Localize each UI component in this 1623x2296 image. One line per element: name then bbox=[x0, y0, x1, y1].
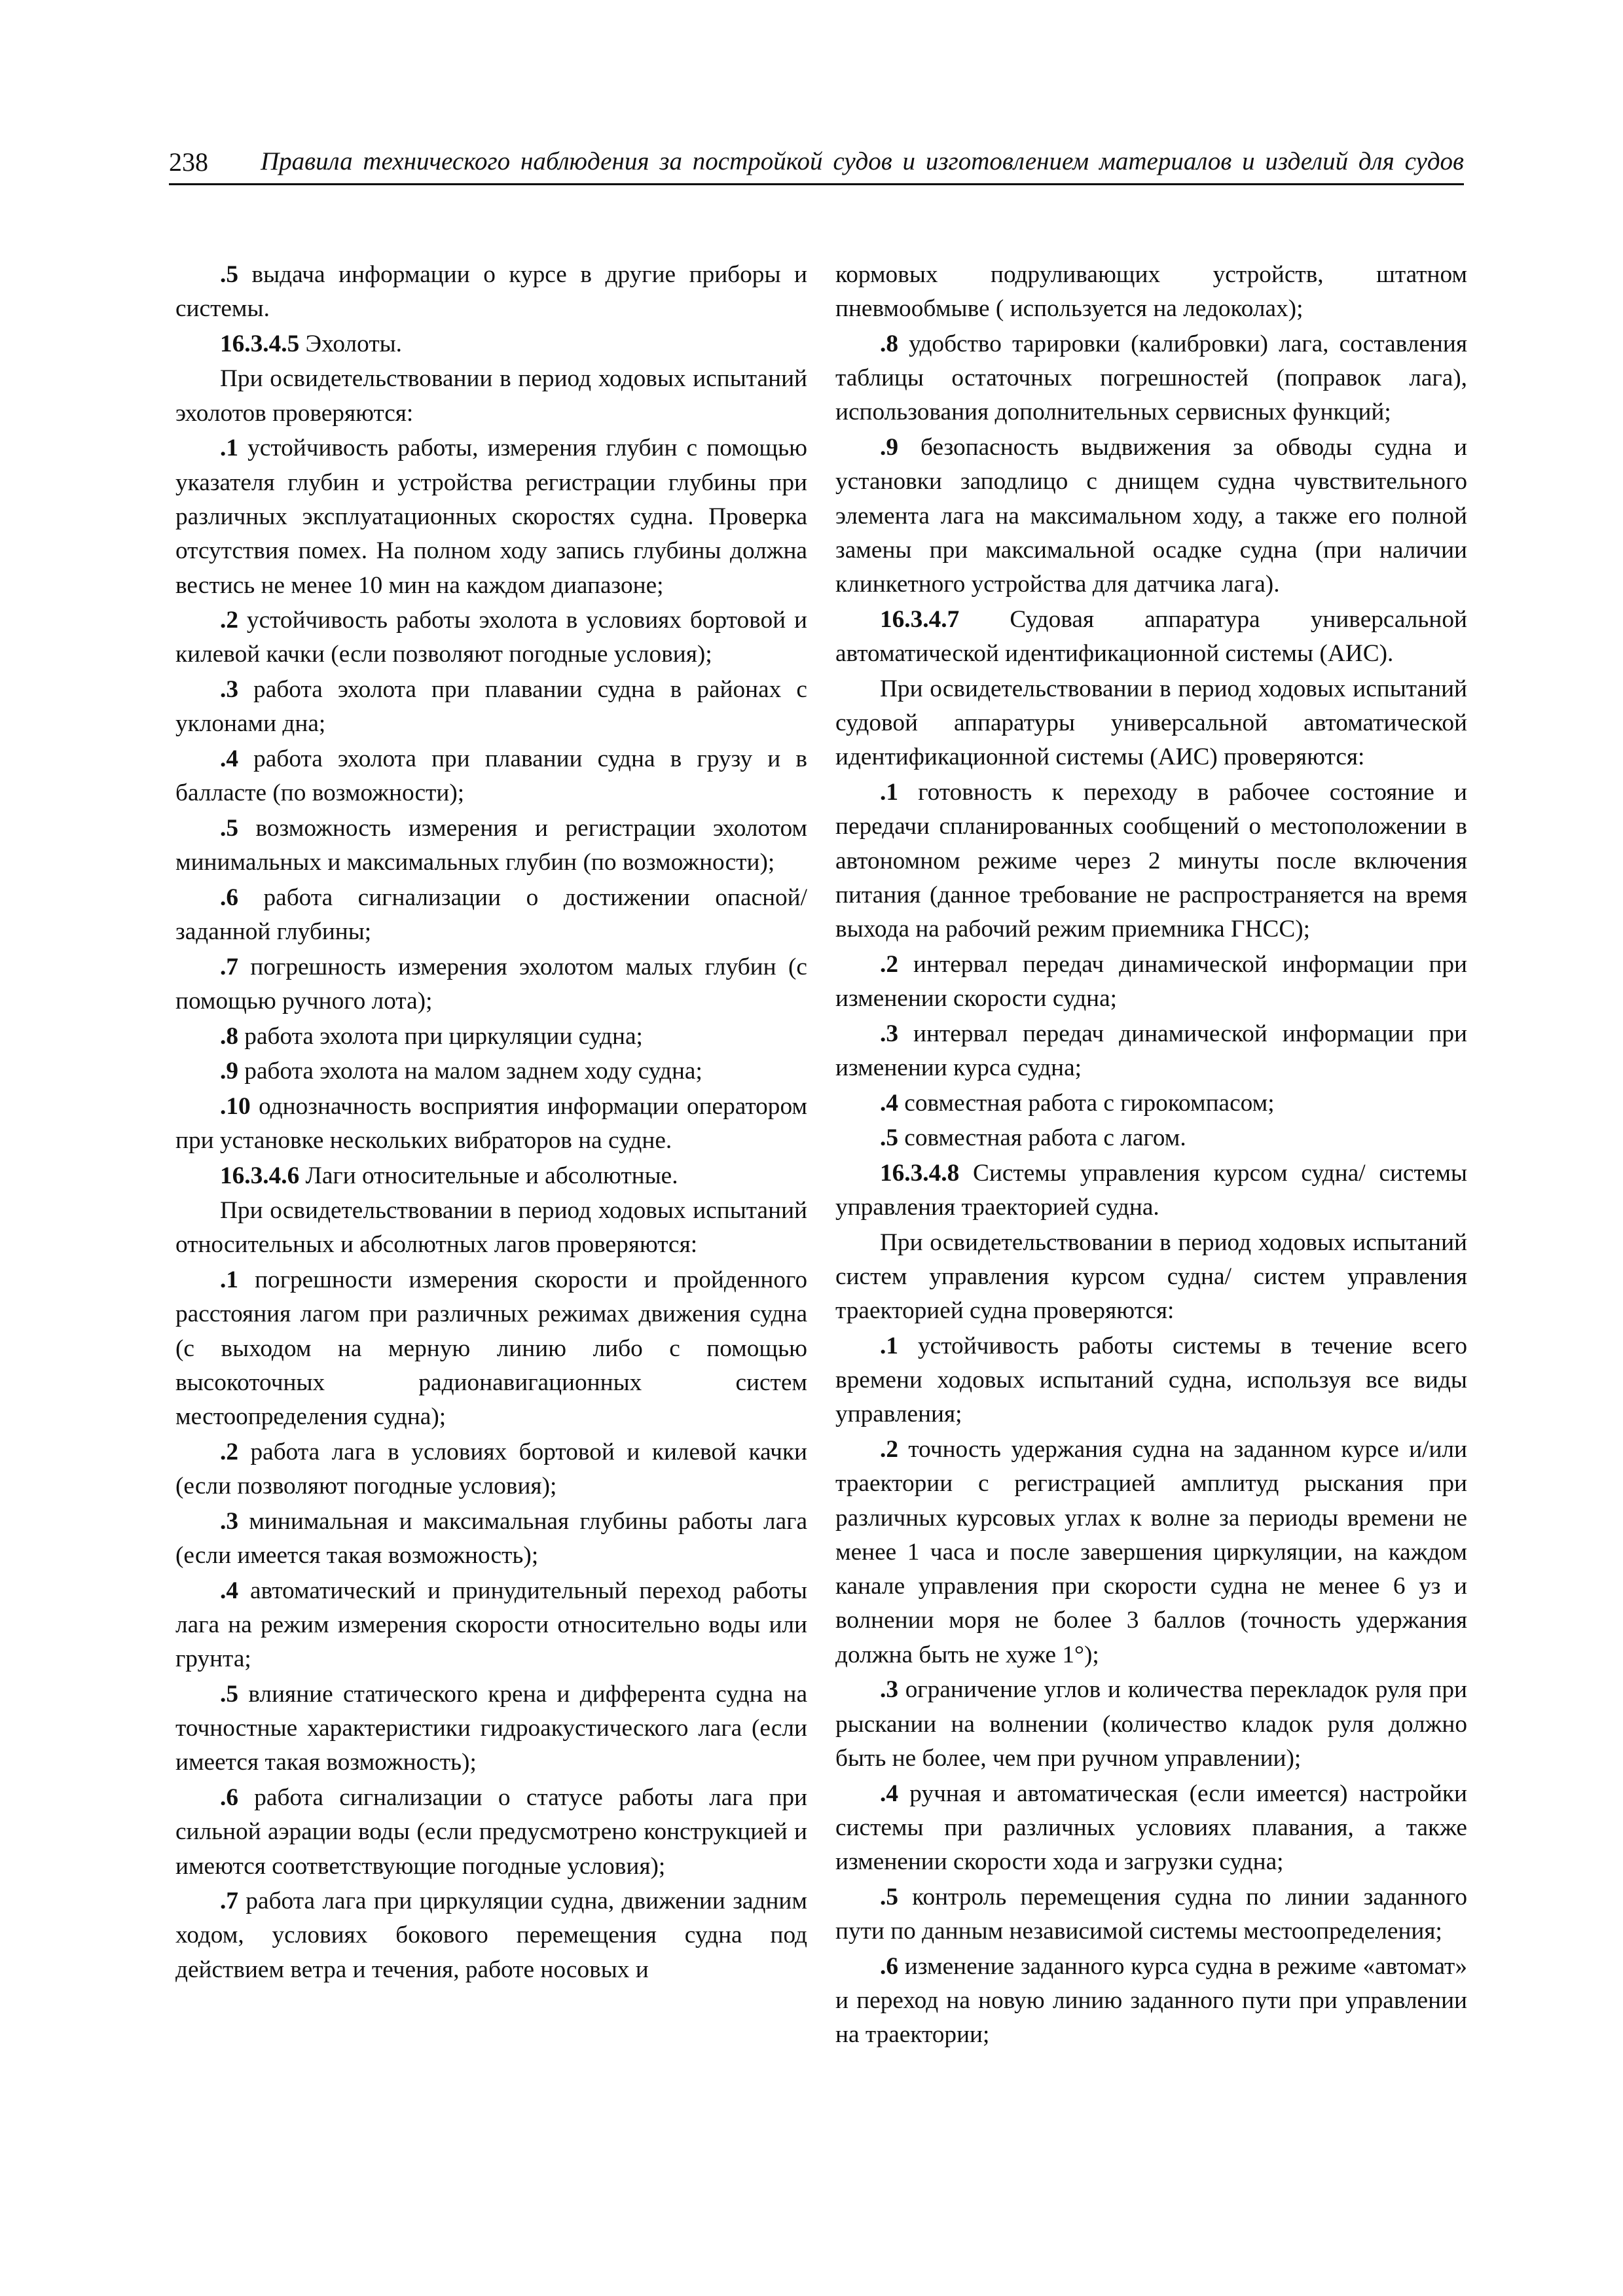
paragraph bbox=[175, 812, 807, 880]
paragraph bbox=[835, 258, 1467, 327]
item-number: .3 bbox=[880, 1020, 898, 1047]
item-number: .4 bbox=[880, 1089, 898, 1117]
paragraph-text: При освидетельствовании в период ходовых испытаний систем управления курсом судна/ систем управления траекторией судна проверяются: bbox=[835, 1229, 1467, 1325]
item-number: .5 bbox=[880, 1883, 898, 1910]
item-number: .3 bbox=[220, 1507, 238, 1535]
paragraph bbox=[175, 327, 807, 361]
paragraph-text: работа сигнализации о статусе работы лага при сильной аэрации воды (если предусмотрено конструкцией и имеются соответствующие погодные условия); bbox=[175, 1784, 807, 1880]
paragraph bbox=[175, 362, 807, 431]
item-number: .7 bbox=[220, 953, 238, 980]
paragraph bbox=[175, 1020, 807, 1054]
paragraph bbox=[175, 881, 807, 950]
left-column bbox=[175, 258, 807, 1988]
paragraph bbox=[835, 1950, 1467, 2053]
paragraph-text: кормовых подруливающих устройств, штатном пневмообмыве ( используется на ледоколах); bbox=[835, 261, 1467, 323]
paragraph bbox=[175, 673, 807, 742]
paragraph bbox=[175, 1263, 807, 1434]
paragraph-text: изменение заданного курса судна в режиме «автомат» и переход на новую линию заданного пути при управлении на траектории; bbox=[835, 1952, 1467, 2049]
item-number: .3 bbox=[220, 676, 238, 704]
running-title: Правила технического наблюдения за постройкой судов и изготовлением материалов и изделий для судов bbox=[261, 147, 1464, 175]
item-number: .10 bbox=[220, 1092, 251, 1120]
paragraph-text: совместная работа с гирокомпасом; bbox=[898, 1089, 1275, 1117]
paragraph bbox=[175, 1159, 807, 1193]
item-number: .5 bbox=[880, 1124, 898, 1152]
paragraph-text: выдача информации о курсе в другие приборы и системы. bbox=[175, 261, 807, 323]
paragraph bbox=[835, 776, 1467, 946]
paragraph bbox=[835, 672, 1467, 775]
paragraph-text: устойчивость работы, измерения глубин с помощью указателя глубин и устройства регистрации глубины при различных эксплуатационных скоростях судна. Проверка отсутствия помех. На полном ходу запись глубины должна вестись не менее 10 мин на каждом диапазоне; bbox=[175, 435, 807, 599]
paragraph bbox=[175, 742, 807, 811]
paragraph-text: минимальная и максимальная глубины работы лага (если имеется такая возможность); bbox=[175, 1507, 807, 1570]
paragraph-text: работа эхолота при циркуляции судна; bbox=[238, 1022, 643, 1050]
paragraph-text: устойчивость работы эхолота в условиях бортовой и килевой качки (если позволяют погодные условия); bbox=[175, 607, 807, 668]
item-number: 16.3.4.5 bbox=[220, 330, 300, 357]
item-number: 16.3.4.8 bbox=[880, 1159, 960, 1187]
item-number: .2 bbox=[880, 950, 898, 978]
paragraph bbox=[175, 431, 807, 602]
paragraph-text: погрешность измерения эхолотом малых глубин (с помощью ручного лота); bbox=[175, 953, 807, 1014]
paragraph-text: работа сигнализации о достижении опасной/ заданной глубины; bbox=[175, 884, 807, 946]
paragraph bbox=[835, 1086, 1467, 1121]
item-number: .8 bbox=[880, 330, 898, 357]
item-number: .2 bbox=[220, 1438, 238, 1465]
paragraph bbox=[175, 1781, 807, 1884]
item-number: .4 bbox=[880, 1780, 898, 1807]
item-number: .2 bbox=[220, 607, 238, 634]
paragraph bbox=[835, 1433, 1467, 1672]
paragraph-text: безопасность выдвижения за обводы судна и установки заподлицо с днищем судна чувствительного элемента лага на максимальном ходу, а также его полной замены при максимальной осадке судна (при наличии клинкетного устройства для датчика лага). bbox=[835, 434, 1467, 598]
paragraph bbox=[835, 603, 1467, 672]
paragraph-text: работа эхолота при плавании судна в районах с уклонами дна; bbox=[175, 676, 807, 738]
item-number: .9 bbox=[880, 434, 898, 461]
paragraph-text: работа эхолота на малом заднем ходу судна; bbox=[238, 1058, 702, 1085]
item-number: .9 bbox=[220, 1058, 238, 1085]
paragraph-text: При освидетельствовании в период ходовых испытаний относительных и абсолютных лагов проверяются: bbox=[175, 1197, 807, 1259]
paragraph bbox=[835, 327, 1467, 430]
paragraph bbox=[835, 1017, 1467, 1086]
paragraph-text: работа эхолота при плавании судна в грузу и в балласте (по возможности); bbox=[175, 745, 807, 807]
paragraph bbox=[175, 1505, 807, 1573]
paragraph bbox=[835, 1157, 1467, 1225]
paragraph-text: интервал передач динамической информации при изменении курса судна; bbox=[835, 1020, 1467, 1081]
paragraph-text: ограничение углов и количества перекладок руля при рыскании на волнении (количество кладок руля должно быть не более, чем при ручном управлении); bbox=[835, 1676, 1467, 1772]
item-number: .1 bbox=[220, 435, 238, 462]
paragraph bbox=[835, 1121, 1467, 1155]
item-number: .6 bbox=[220, 884, 238, 911]
item-number: .4 bbox=[220, 1577, 238, 1604]
item-number: .5 bbox=[220, 1680, 238, 1708]
paragraph bbox=[175, 1194, 807, 1263]
paragraph bbox=[835, 1226, 1467, 1329]
paragraph bbox=[175, 258, 807, 327]
item-number: .1 bbox=[220, 1266, 238, 1294]
paragraph bbox=[835, 1673, 1467, 1776]
page-header bbox=[169, 145, 1464, 185]
item-number: .6 bbox=[220, 1784, 238, 1811]
item-number: .8 bbox=[220, 1022, 238, 1050]
paragraph-text: Эхолоты. bbox=[299, 330, 403, 357]
paragraph-text: ручная и автоматическая (если имеется) настройки системы при различных условиях плавания, а также изменении скорости хода и загрузки судна; bbox=[835, 1780, 1467, 1876]
paragraph bbox=[175, 1054, 807, 1088]
item-number: .3 bbox=[880, 1676, 898, 1704]
paragraph bbox=[175, 1090, 807, 1158]
paragraph-text: интервал передач динамической информации при изменении скорости судна; bbox=[835, 950, 1467, 1013]
item-number: .6 bbox=[880, 1952, 898, 1980]
paragraph bbox=[175, 1435, 807, 1504]
item-number: .7 bbox=[220, 1888, 238, 1915]
paragraph bbox=[175, 1884, 807, 1987]
item-number: .1 bbox=[880, 778, 898, 806]
paragraph bbox=[835, 1777, 1467, 1880]
paragraph-text: автоматический и принудительный переход работы лага на режим измерения скорости относительно воды или грунта; bbox=[175, 1577, 807, 1673]
item-number: .4 bbox=[220, 745, 238, 772]
paragraph-text: Лаги относительные и абсолютные. bbox=[299, 1162, 678, 1189]
paragraph-text: Судовая аппаратура универсальной автоматической идентификационной системы (АИС). bbox=[835, 605, 1467, 668]
paragraph bbox=[175, 1677, 807, 1780]
paragraph-text: Системы управления курсом судна/ системы управления траекторией судна. bbox=[835, 1159, 1467, 1221]
paragraph-text: работа лага при циркуляции судна, движении задним ходом, условиях бокового перемещения судна под действием ветра и течения, работе носовых и bbox=[175, 1888, 807, 1983]
paragraph-text: При освидетельствовании в период ходовых испытаний судовой аппаратуры универсальной автоматической идентификационной системы (АИС) проверяются: bbox=[835, 675, 1467, 771]
paragraph-text: точность удержания судна на заданном курсе и/или траектории с регистрацией амплитуд рыскания при различных курсовых углах к волне за периоды времени не менее 1 часа и после завершения циркуляции, на каждом канале управления при скорости судна не менее 6 уз и волнении моря не более 3 баллов (точность удержания должна быть не хуже 1°); bbox=[835, 1435, 1467, 1668]
item-number: .5 bbox=[220, 261, 238, 288]
right-column bbox=[835, 258, 1467, 2053]
paragraph-text: возможность измерения и регистрации эхолотом минимальных и максимальных глубин (по возможности); bbox=[175, 814, 807, 876]
paragraph-text: совместная работа с лагом. bbox=[898, 1124, 1186, 1152]
paragraph-text: работа лага в условиях бортовой и килевой качки (если позволяют погодные условия); bbox=[175, 1438, 807, 1500]
item-number: .2 bbox=[880, 1435, 898, 1463]
paragraph-text: контроль перемещения судна по линии заданного пути по данным независимой системы местоопределения; bbox=[835, 1883, 1467, 1945]
item-number: 16.3.4.6 bbox=[220, 1162, 300, 1189]
paragraph bbox=[835, 1329, 1467, 1432]
paragraph-text: устойчивость работы системы в течение всего времени ходовых испытаний судна, используя все виды управления; bbox=[835, 1332, 1467, 1428]
paragraph bbox=[175, 950, 807, 1019]
paragraph bbox=[175, 603, 807, 672]
item-number: .5 bbox=[220, 814, 238, 842]
page-number: 238 bbox=[169, 147, 208, 177]
paragraph bbox=[835, 1880, 1467, 1949]
paragraph-text: погрешности измерения скорости и пройденного расстояния лагом при различных режимах движения судна (с выходом на мерную линию либо с помощью высокоточных радионавигационных систем местоопределения судна); bbox=[175, 1266, 807, 1431]
paragraph bbox=[835, 431, 1467, 601]
paragraph-text: При освидетельствовании в период ходовых испытаний эхолотов проверяются: bbox=[175, 365, 807, 427]
item-number: 16.3.4.7 bbox=[880, 605, 960, 633]
paragraph bbox=[835, 948, 1467, 1016]
paragraph-text: влияние статического крена и дифферента судна на точностные характеристики гидроакустического лага (если имеется такая возможность); bbox=[175, 1680, 807, 1776]
paragraph-text: однозначность восприятия информации оператором при установке нескольких вибраторов на судне. bbox=[175, 1092, 807, 1154]
item-number: .1 bbox=[880, 1332, 898, 1359]
paragraph-text: готовность к переходу в рабочее состояние и передачи спланированных сообщений о местоположении в автономном режиме через 2 минуты после включения питания (данное требование не распространяется на время выхода на рабочий режим приемника ГНСС); bbox=[835, 778, 1467, 943]
paragraph-text: удобство тарировки (калибровки) лага, составления таблицы остаточных погрешностей (поправок лага), использования дополнительных сервисных функций; bbox=[835, 330, 1467, 426]
paragraph bbox=[175, 1574, 807, 1677]
